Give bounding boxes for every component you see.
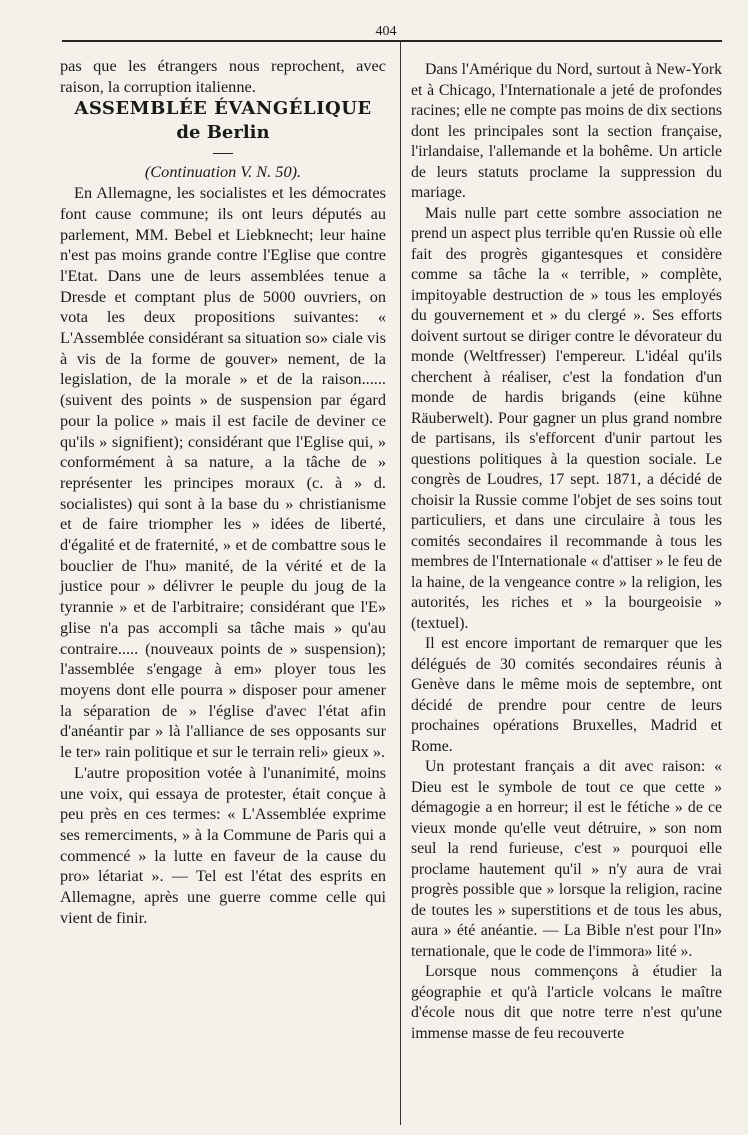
right-paragraph-5: Lorsque nous commençons à étudier la géographie et qu'à l'article volcans le maître d'école nous dit que notre terre n'est qu'une immense masse de feu recouverte xyxy=(411,963,722,1042)
column-divider xyxy=(400,40,401,1125)
title-separator xyxy=(213,153,233,154)
header-rule xyxy=(62,40,722,42)
intro-paragraph: pas que les étrangers nous reprochent, avec raison, la corruption italienne. xyxy=(60,56,386,96)
right-column xyxy=(411,60,722,1044)
right-paragraph-2: Mais nulle part cette sombre association ne prend un aspect plus terrible qu'en Russie où elle fait des progrès gigantesques et considère comme sa tâche la « terrible, » complète, impitoyable destruction de » tous les employés du gouvernement et » du clergé ». Ses efforts doivent surtout se diriger contre le dévorateur du monde (Weltfresser) l'empereur. L'idéal qu'ils cherchent à réaliser, c'est la fondation d'un monde de hardis brigands (eine kühne Räuberwelt). Pour gagner un plus grand nombre de partisans, ils s'efforcent d'unir partout les questions politiques à la question sociale. Le congrès de Loudres, 17 sept. 1871, a décidé de choisir la Russie comme l'objet de ses soins tout particuliers, et dans une circulaire à tous les comités secondaires il recommande à tous les membres de l'Internationale « d'attiser » le feu de la haine, de la vengeance contre » la religion, les autorités, les riches et » la bourgeoisie » (textuel). xyxy=(411,204,722,632)
right-paragraph-3: Il est encore important de remarquer que les délégués de 30 comités secondaires réunis à Genève dans le même mois de septembre, ont décidé de prendre pour centre de leurs prochaines opérations Bruxelles, Madrid et Rome. xyxy=(411,635,722,755)
left-column xyxy=(60,56,386,928)
right-paragraph-4: Un protestant français a dit avec raison: « Dieu est le symbole de tout ce que cette » démagogie a en horreur; il est le fétiche » de ce vieux monde qu'elle veut détruire, » son nom seul la rend furieuse, c'est » pourquoi elle proclame hautement qu'il » n'y aura de vrai progrès possible que » lorsque la religion, racine de toutes les » superstitions et de tous les abus, aura » été anéantie. — La Bible n'est pour l'In» ternationale, que le code de l'immora» lité ». xyxy=(411,758,722,960)
article-subtitle: de Berlin xyxy=(176,122,270,144)
page-number: 404 xyxy=(375,24,397,39)
article-title: ASSEMBLÉE ÉVANGÉLIQUE xyxy=(74,98,372,120)
left-paragraph-1: En Allemagne, les socialistes et les démocrates font cause commune; ils ont leurs députés au parlement, MM. Bebel et Liebknecht; leur haine n'est pas moins grande contre l'Eglise que contre l'Etat. Dans une de leurs assemblées tenue a Dresde et comptant plus de 5000 ouvriers, on vota les deux propositions suivantes: « L'Assemblée considérant sa situation so» ciale vis à vis de la forme de gouver» nement, de la legislation, de la morale » et de la raison...... (suivent des points » de suspension par égard pour la police » mais il est facile de deviner ce qu'ils » signifient); considérant que l'Eglise qui, » conformément à sa nature, a la tâche de » représenter les principes moraux (c. à » d. socialistes) qui sont à la base du » christianisme et de faire triompher les » idées de liberté, d'égalité et de fraternité, » et de combattre sous le bouclier de l'hu» manité, de la vérité et de la justice pour » délivrer le peuple du joug de la tyrannie » et de l'arbitraire; considérant que l'E» glise n'a pas accompli sa tâche mais » qu'au contraire..... (nouveaux points de » suspension); l'assemblée s'engage à em» ployer tous les moyens dont elle pourra » disposer pour amener la séparation de » l'église d'avec l'état afin d'anéantir par » là l'alliance de ses opposants sur le ter» rain politique et sur le terrain reli» gieux ». xyxy=(60,183,386,762)
right-paragraph-1: Dans l'Amérique du Nord, surtout à New-York et à Chicago, l'Internationale a jeté de profondes racines; elle ne compte pas moins de dix sections dont les principales sont la section française, l'irlandaise, l'allemande et la bohême. Un article de leurs statuts proclame la suppression du mariage. xyxy=(411,61,722,201)
left-paragraph-2: L'autre proposition votée à l'unanimité, moins une voix, qui essaya de protester, était conçue à peu près en ces termes: « L'Assemblée exprime ses remerciments, » à la Commune de Paris qui a commencé » la lutte en faveur de la cause du pro» létariat ». — Tel est l'état des esprits en Allemagne, après une guerre comme celle qui vient de finir. xyxy=(60,762,386,927)
continuation-note: (Continuation V. N. 50). xyxy=(144,162,302,182)
